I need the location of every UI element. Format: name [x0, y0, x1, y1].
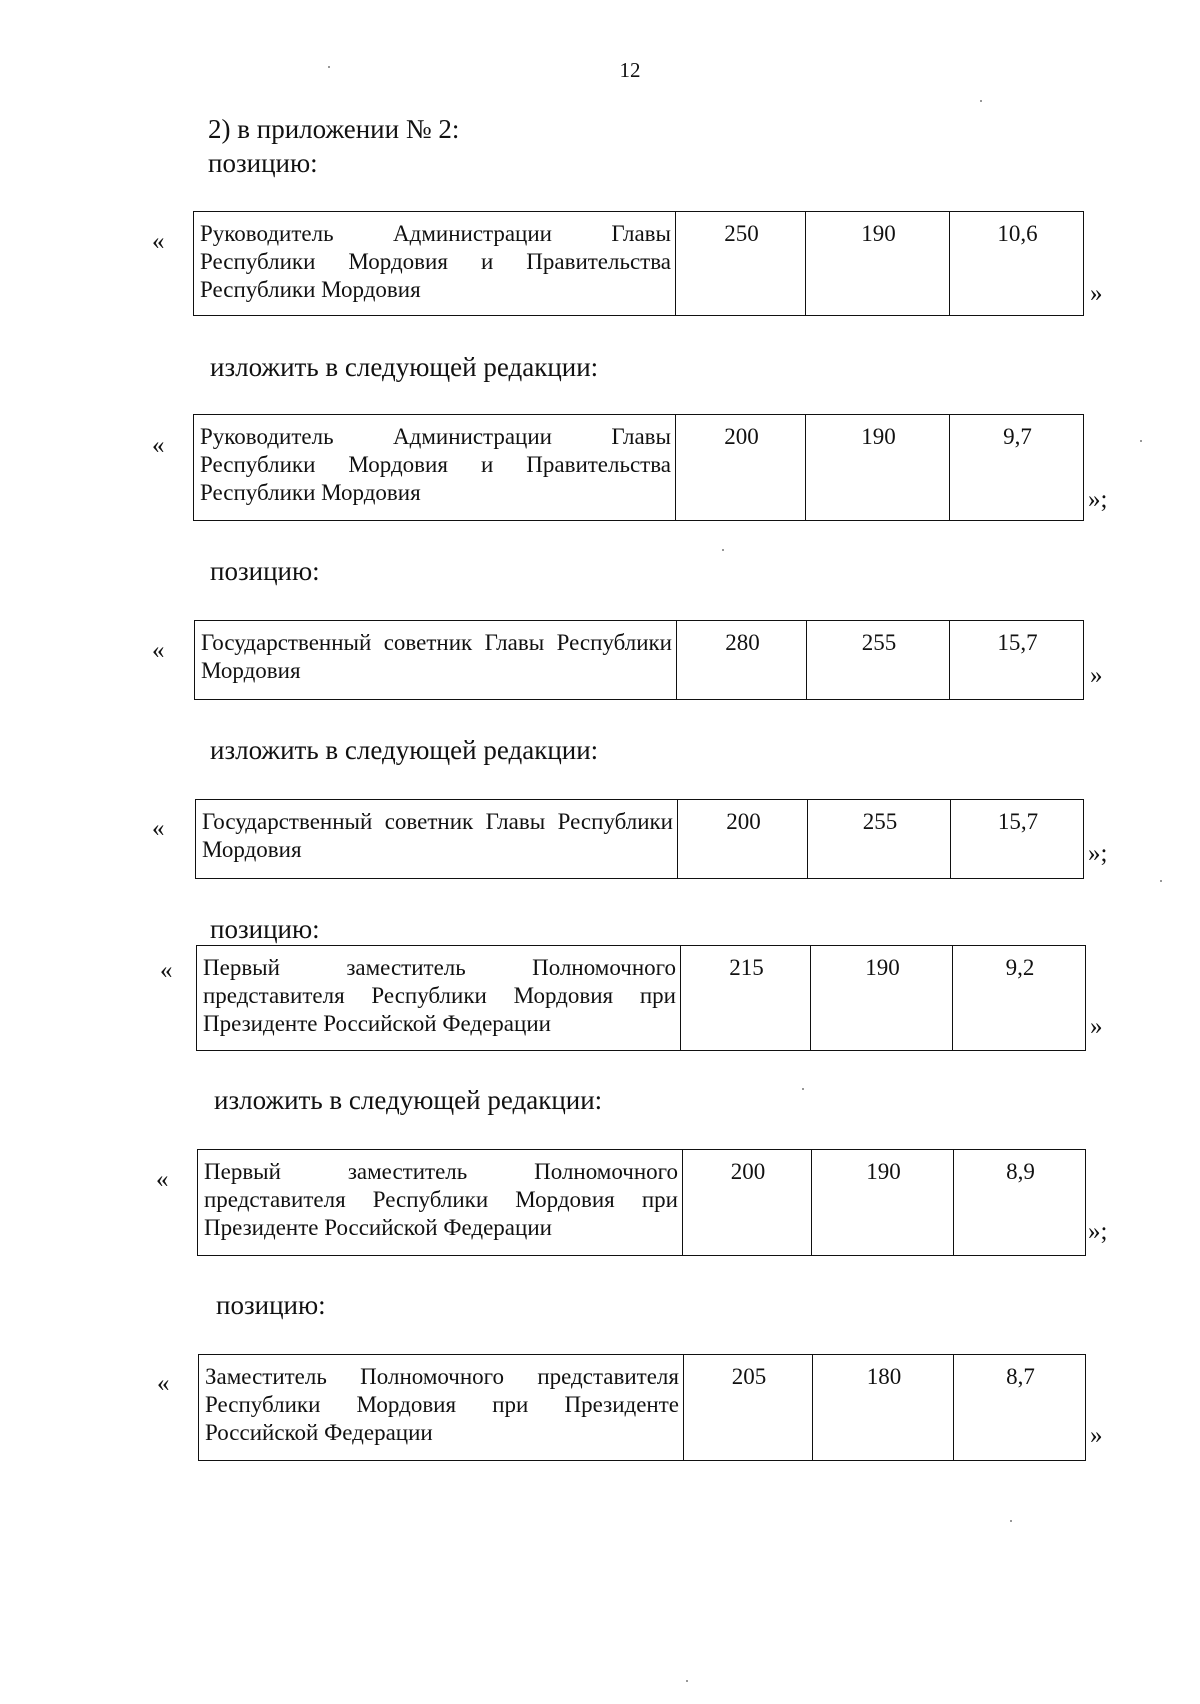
table-row — [194, 415, 1084, 521]
value-cell-1: 200 — [676, 415, 806, 521]
value-cell-3: 10,6 — [950, 212, 1084, 316]
value-cell-3: 8,9 — [954, 1150, 1086, 1256]
scan-speck — [1160, 880, 1162, 882]
value-cell-3: 15,7 — [951, 800, 1084, 879]
scan-speck — [722, 549, 724, 551]
opening-quote: « — [156, 1166, 169, 1193]
value-cell-1: 280 — [677, 621, 807, 700]
value-cell-2: 255 — [808, 800, 951, 879]
position-title-cell: Государственный советник Главы Республики Мордовия — [196, 800, 678, 879]
opening-quote: « — [152, 432, 165, 459]
scan-speck — [1010, 1520, 1012, 1522]
position-title-cell: Государственный советник Главы Республики Мордовия — [195, 621, 677, 700]
restate-label: изложить в следующей редакции: — [214, 1085, 603, 1115]
position-table-old — [196, 945, 1086, 1051]
closing-quote: » — [1090, 280, 1103, 307]
closing-quote-semicolon: »; — [1088, 1218, 1108, 1245]
value-cell-3: 9,2 — [953, 946, 1086, 1051]
closing-quote: » — [1090, 1013, 1103, 1040]
table-row — [194, 212, 1084, 316]
closing-quote-semicolon: »; — [1088, 486, 1108, 513]
value-cell-2: 190 — [806, 415, 950, 521]
value-cell-1: 205 — [684, 1355, 813, 1461]
restate-label: изложить в следующей редакции: — [210, 352, 599, 382]
position-title-cell: Заместитель Полномочного представителя Республики Мордовия при Президенте Российской Федерации — [199, 1355, 684, 1461]
opening-quote: « — [152, 815, 165, 842]
scan-speck — [686, 1680, 688, 1682]
value-cell-2: 180 — [813, 1355, 954, 1461]
table-row — [196, 800, 1084, 879]
position-label: позицию: — [210, 914, 320, 944]
page-number: 12 — [619, 58, 641, 82]
position-label: позицию: — [208, 148, 318, 178]
table-row — [199, 1355, 1086, 1461]
value-cell-3: 15,7 — [950, 621, 1084, 700]
value-cell-2: 190 — [806, 212, 950, 316]
position-title-cell: Первый заместитель Полномочного представителя Республики Мордовия при Президенте Российской Федерации — [197, 946, 681, 1051]
opening-quote: « — [152, 228, 165, 255]
table-row — [198, 1150, 1086, 1256]
appendix-heading: 2) в приложении № 2: — [208, 114, 460, 144]
position-table-new — [197, 1149, 1086, 1256]
position-table-new — [195, 799, 1084, 879]
restate-label: изложить в следующей редакции: — [210, 735, 599, 765]
opening-quote: « — [152, 637, 165, 664]
value-cell-1: 250 — [676, 212, 806, 316]
value-cell-2: 190 — [812, 1150, 954, 1256]
value-cell-3: 9,7 — [950, 415, 1084, 521]
scan-speck — [802, 1088, 804, 1090]
closing-quote: » — [1090, 662, 1103, 689]
position-label: позицию: — [216, 1290, 326, 1320]
position-table-old — [198, 1354, 1086, 1461]
position-title-cell: Первый заместитель Полномочного представителя Республики Мордовия при Президенте Российской Федерации — [198, 1150, 683, 1256]
position-label: позицию: — [210, 556, 320, 586]
scan-speck — [328, 66, 330, 68]
position-table-old — [193, 211, 1084, 316]
table-row — [197, 946, 1086, 1051]
value-cell-2: 190 — [811, 946, 953, 1051]
value-cell-1: 215 — [681, 946, 811, 1051]
value-cell-3: 8,7 — [954, 1355, 1086, 1461]
table-row — [195, 621, 1084, 700]
closing-quote-semicolon: »; — [1088, 840, 1108, 867]
closing-quote: » — [1090, 1422, 1103, 1449]
position-title-cell: Руководитель Администрации Главы Республики Мордовия и Правительства Республики Мордовия — [194, 212, 676, 316]
value-cell-1: 200 — [678, 800, 808, 879]
position-table-old — [194, 620, 1084, 700]
position-table-new — [193, 414, 1084, 521]
value-cell-1: 200 — [683, 1150, 812, 1256]
opening-quote: « — [157, 1370, 170, 1397]
scan-speck — [1140, 440, 1142, 442]
opening-quote: « — [160, 957, 173, 984]
scan-speck — [980, 100, 982, 102]
position-title-cell: Руководитель Администрации Главы Республики Мордовия и Правительства Республики Мордовия — [194, 415, 676, 521]
value-cell-2: 255 — [807, 621, 950, 700]
